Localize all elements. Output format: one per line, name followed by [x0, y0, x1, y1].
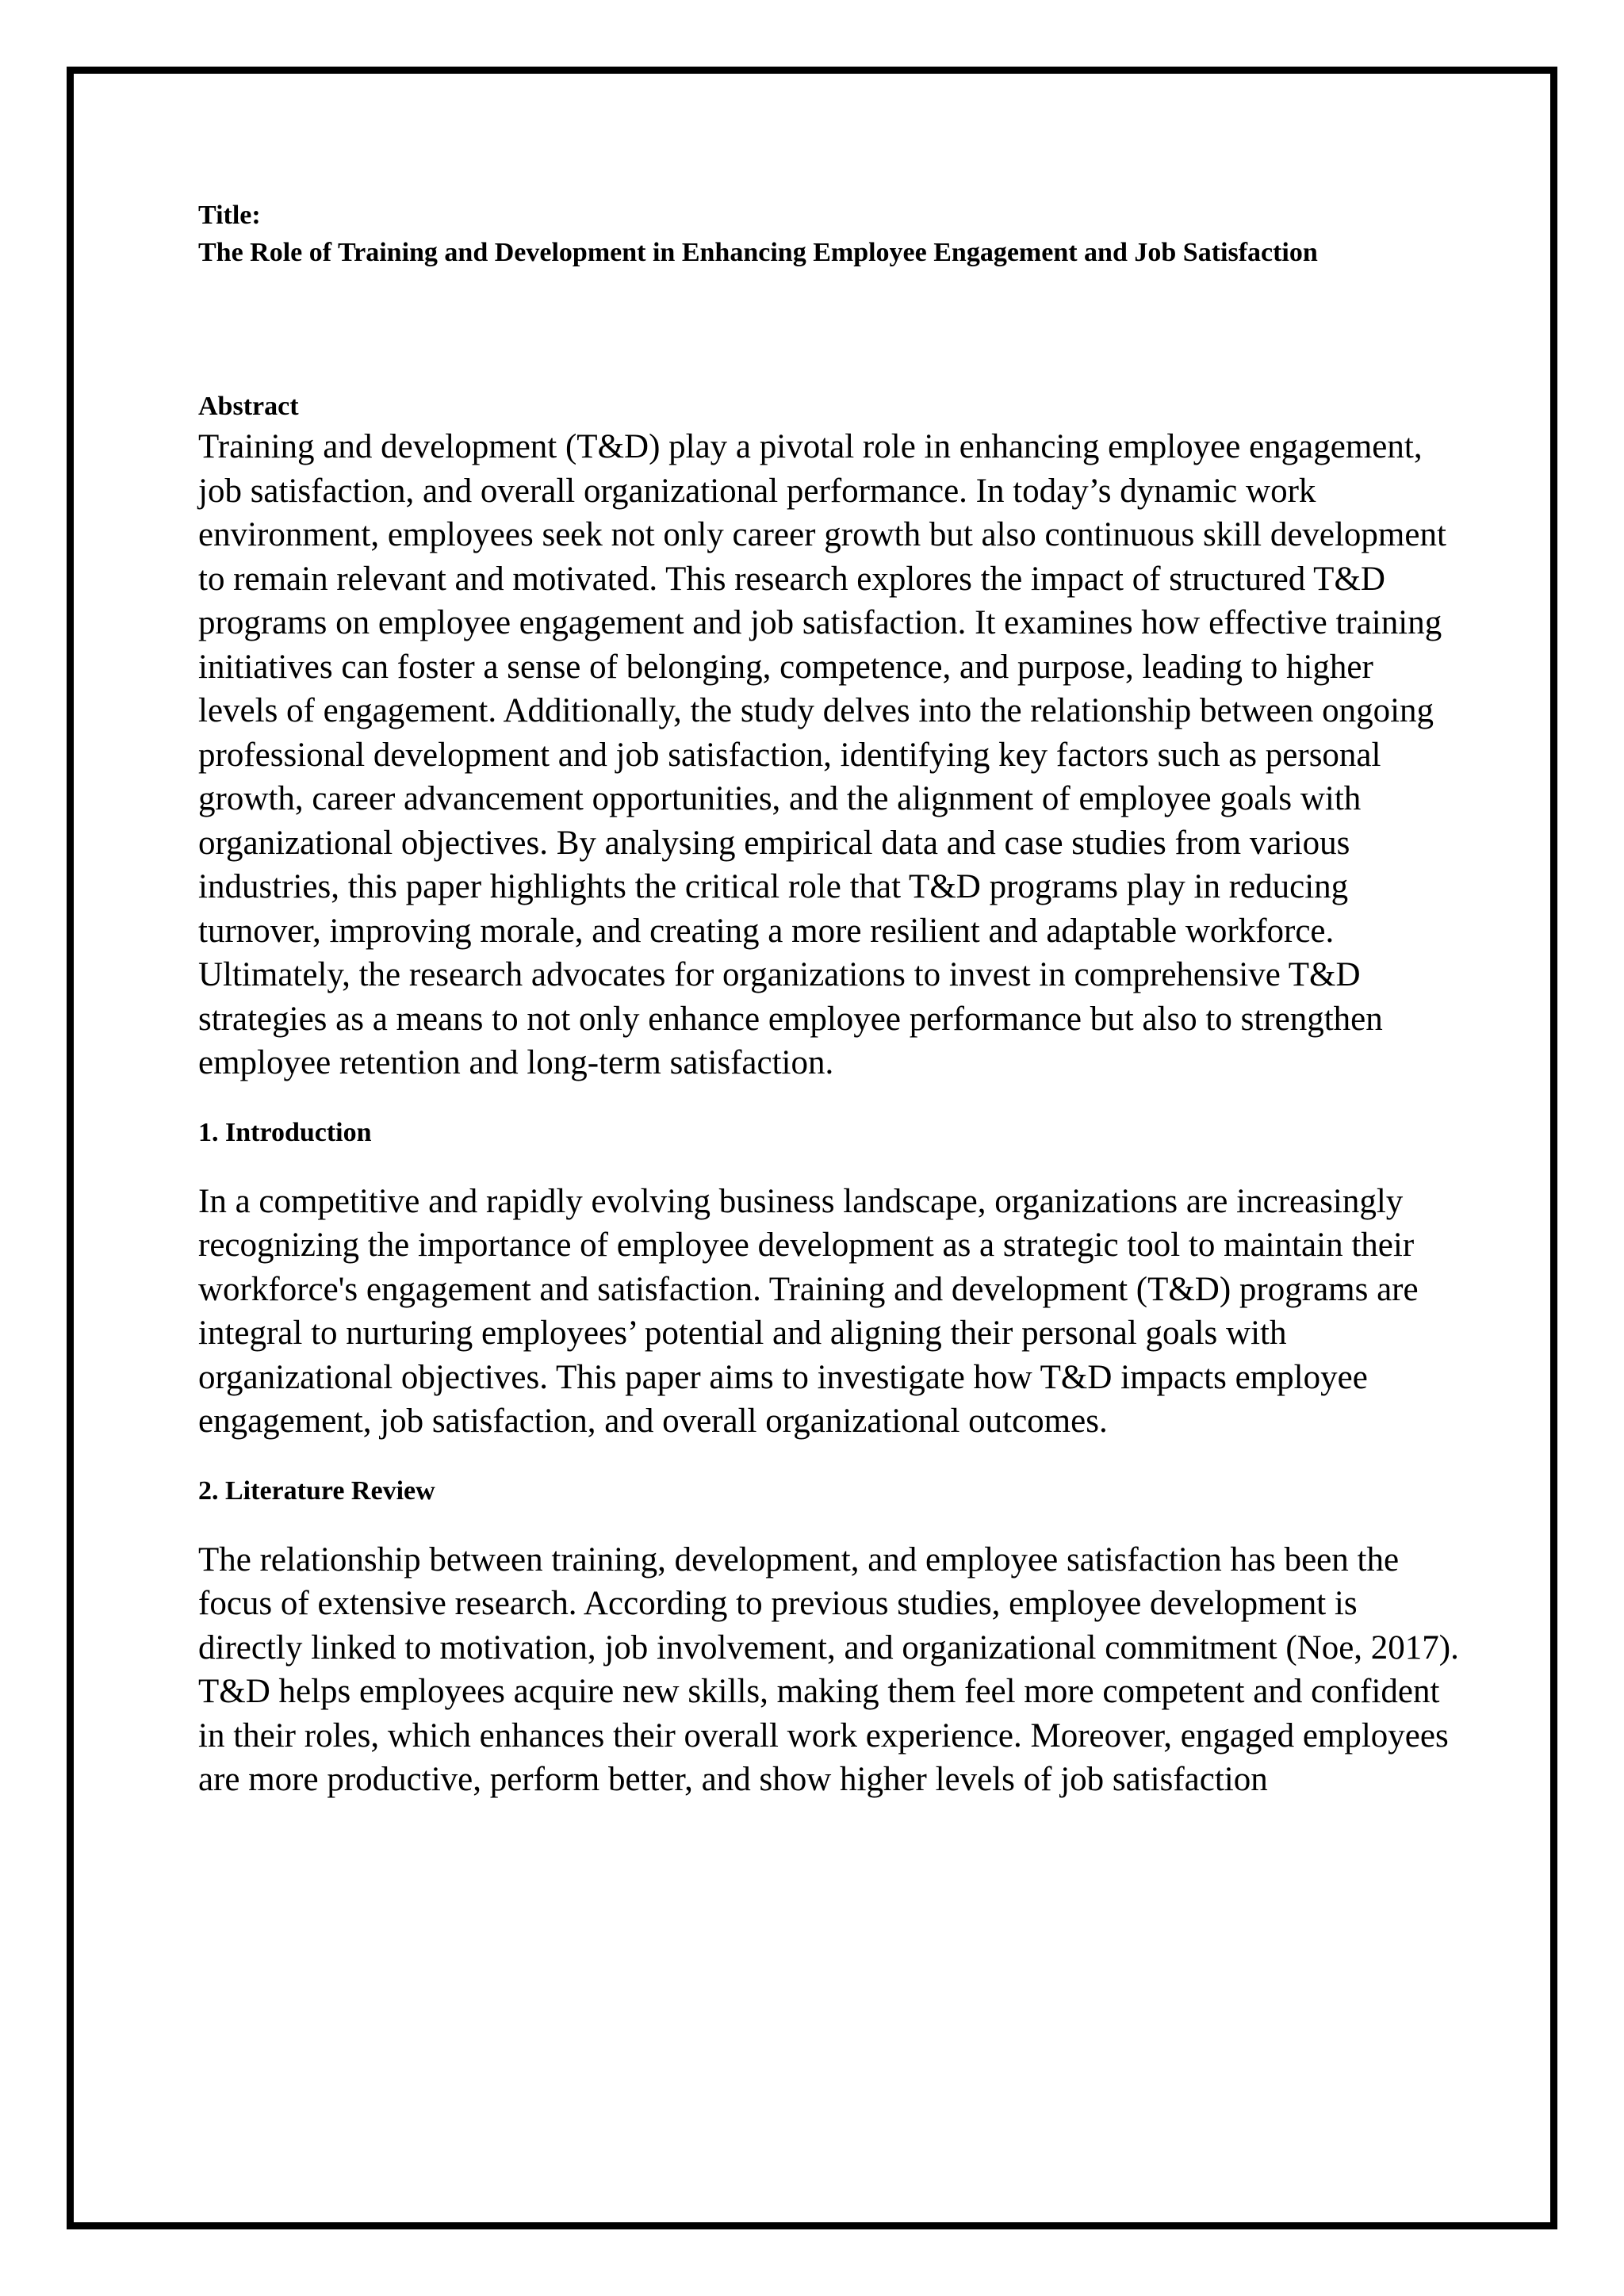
paper-title: The Role of Training and Development in Enhancing Employee Engagement and Job Satisfaction [198, 238, 1318, 267]
abstract-heading: Abstract [198, 392, 299, 421]
introduction-heading: 1. Introduction [198, 1117, 372, 1147]
literature-review-text: The relationship between training, development, and employee satisfaction has been the focus of extensive research. According to previous studies, employee development is directly linked to motivation, job involvement, and organizational commitment (Noe, 2017). T&D helps employees acquire new skills, making them feel more competent and confident in their roles, which enhances their overall work experience. Moreover, engaged employees are more productive, perform better, and show higher levels of job satisfaction [198, 1540, 1459, 1798]
introduction-text: In a competitive and rapidly evolving business landscape, organizations are increasingly recognizing the importance of employee development as a strategic tool to maintain their workforce's engagement and satisfaction. Training and development (T&D) programs are integral to nurturing employees’ potential and aligning their personal goals with organizational objectives. This paper aims to investigate how T&D impacts employee engagement, job satisfaction, and overall organizational outcomes. [198, 1182, 1419, 1440]
literature-review-heading: 2. Literature Review [198, 1475, 435, 1506]
title-label: Title: [198, 201, 261, 230]
paper-content [198, 197, 1459, 1802]
abstract-text: Training and development (T&D) play a pivotal role in enhancing employee engagement, job satisfaction, and overall organizational performance. In today’s dynamic work environment, employees seek not only career growth but also continuous skill development to remain relevant and motivated. This research explores the impact of structured T&D programs on employee engagement and job satisfaction. It examines how effective training initiatives can foster a sense of belonging, competence, and purpose, leading to higher levels of engagement. Additionally, the study delves into the relationship between ongoing professional development and job satisfaction, identifying key factors such as personal growth, career advancement opportunities, and the alignment of employee goals with organizational objectives. By analysing empirical data and case studies from various industries, this paper highlights the critical role that T&D programs play in reducing turnover, improving morale, and creating a more resilient and adaptable workforce. Ultimately, the research advocates for organizations to invest in comprehensive T&D strategies as a means to not only enhance employee performance but also to strengthen employee retention and long-term satisfaction. [198, 428, 1446, 1081]
